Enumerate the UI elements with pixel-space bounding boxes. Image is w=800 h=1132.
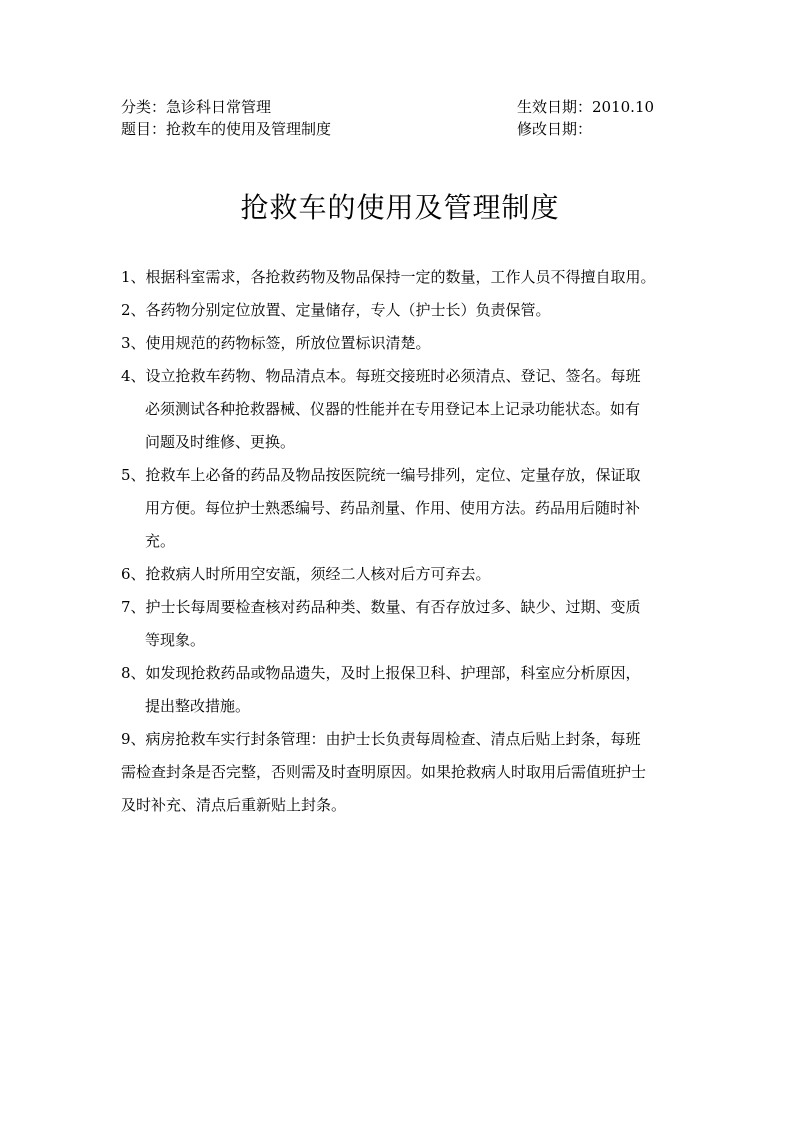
rules-list <box>121 266 686 827</box>
rule-line: 等现象。 <box>145 631 206 649</box>
rule-line: 1、根据科室需求，各抢救药物及物品保持一定的数量，工作人员不得擅自取用。 <box>121 268 656 286</box>
rule-item-5 <box>121 464 686 552</box>
rule-line: 5、抢救车上必备的药品及物品按医院统一编号排列，定位、定量存放，保证取 <box>121 466 641 484</box>
rule-line: 及时补充、清点后重新贴上封条。 <box>121 796 347 814</box>
rule-item-6 <box>121 563 686 585</box>
rule-item-1 <box>121 266 686 288</box>
rule-line: 7、护士长每周要检查核对药品种类、数量、有否存放过多、缺少、过期、变质 <box>121 598 641 616</box>
rule-line: 提出整改措施。 <box>145 697 251 715</box>
rule-item-3 <box>121 332 686 354</box>
rule-line: 8、如发现抢救药品或物品遗失，及时上报保卫科、护理部，科室应分析原因， <box>121 664 641 682</box>
revision-date-label: 修改日期： <box>517 120 593 138</box>
rule-line: 需检查封条是否完整，否则需及时查明原因。如果抢救病人时取用后需值班护士 <box>121 763 647 781</box>
rule-line: 必须测试各种抢救器械、仪器的性能并在专用登记本上记录功能状态。如有 <box>145 400 641 418</box>
effective-date-label: 生效日期：2010.10 <box>517 98 655 116</box>
rule-line: 问题及时维修、更换。 <box>145 433 296 451</box>
rule-line: 2、各药物分别定位放置、定量储存，专人（护士长）负责保管。 <box>121 301 551 319</box>
rule-item-7 <box>121 596 686 651</box>
document-title: 抢救车的使用及管理制度 <box>240 191 560 224</box>
rule-line: 6、抢救病人时所用空安瓿，须经二人核对后方可弃去。 <box>121 565 491 583</box>
rule-item-4 <box>121 365 686 453</box>
rule-line: 用方便。每位护士熟悉编号、药品剂量、作用、使用方法。药品用后随时补 <box>145 499 641 517</box>
rule-line: 3、使用规范的药物标签，所放位置标识清楚。 <box>121 334 431 352</box>
rule-item-2 <box>121 299 686 321</box>
category-label: 分类：急诊科日常管理 <box>121 98 272 116</box>
subject-label: 题目：抢救车的使用及管理制度 <box>121 120 332 138</box>
rule-line: 充。 <box>145 532 176 550</box>
rule-item-9 <box>121 728 686 816</box>
rule-line: 9、病房抢救车实行封条管理：由护士长负责每周检查、清点后贴上封条，每班 <box>121 730 641 748</box>
rule-item-8 <box>121 662 686 717</box>
rule-line: 4、设立抢救车药物、物品清点本。每班交接班时必须清点、登记、签名。每班 <box>121 367 641 385</box>
